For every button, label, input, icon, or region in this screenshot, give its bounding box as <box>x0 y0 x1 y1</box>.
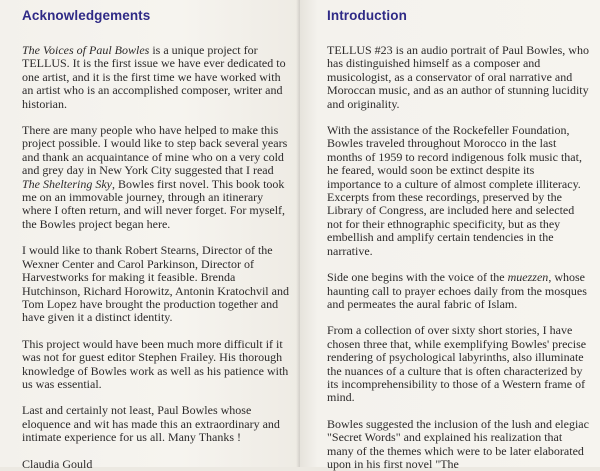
introduction-paragraph-2: With the assistance of the Rockefeller Foundation, Bowles traveled throughout Morocco in the last months of 1959 to record indigenous folk music that, he feared, would soon be extinct despite its importance to a culture of almost complete illiteracy. Excerpts from these recordings, preserved by the Library of Congress, are included here and selected not for their ethnographic specificity, but as they embellish and amplify certain tendencies in the narrative. <box>327 123 582 258</box>
acknowledgements-paragraph-4: This project would have been much more difficult if it was not for guest editor Stephen Frailey. His thorough knowledge of Bowles work as well as his patience with us was essential. <box>22 336 289 391</box>
paragraph-text: , whose haunting call to prayer echoes daily from the mosques and permeates the aural fabric of Islam. <box>327 270 587 311</box>
introduction-paragraph-1: TELLUS #23 is an audio portrait of Paul Bowles, who has distinguished himself as a composer and musicologist, as a conservator of oral narrative and Moroccan music, and as an author of stunning lucidity and originality. <box>327 43 589 111</box>
right-page-introduction <box>300 0 600 471</box>
paragraph-text: is a unique project for TELLUS. It is the first issue we have ever dedicated to one artist, and it is the first time we have worked with an artist who is an accomplished composer, writer and historian. <box>22 43 286 111</box>
book-title-sheltering-sky: The Sheltering Sky <box>22 176 112 191</box>
introduction-paragraph-5: Bowles suggested the inclusion of the lush and elegiac "Secret Words" and explained his realization that many of the themes which were to be later elaborated upon in his first novel "The <box>327 416 589 471</box>
acknowledgements-heading: Acknowledgements <box>22 8 151 23</box>
introduction-paragraph-4: From a collection of over sixty short stories, I have chosen three that, while exemplifying Bowles' precise rendering of psychological labyrinths, also illuminate the nuances of a culture that is often characterized by its incomprehensibility to those of a Western frame of mind. <box>327 323 587 405</box>
introduction-heading: Introduction <box>327 8 407 23</box>
term-muezzen: muezzen <box>507 270 549 285</box>
acknowledgements-paragraph-5: Last and certainly not least, Paul Bowles whose eloquence and wit has made this an extraordinary and intimate experience for us all. Many Thanks ! <box>22 403 280 445</box>
acknowledgements-paragraph-3: I would like to thank Robert Stearns, Director of the Wexner Center and Carol Parkinson, Director of Harvestworks for making it feasible. Brenda Hutchinson, Richard Horowitz, Antonin Kratochvil and Tom Lopez have brought the production together and have given it a distinct identity. <box>22 243 289 325</box>
signature: Claudia Gould <box>22 456 93 471</box>
introduction-paragraph-3 <box>327 271 590 311</box>
paragraph-text: , Bowles first novel. This book took me on an immovable journey, through an itinerary where I often return, and will never forget. For myself, the Bowles project began here. <box>22 176 286 231</box>
book-title-voices: The Voices of Paul Bowles <box>22 43 150 57</box>
acknowledgements-paragraph-1 <box>22 44 292 111</box>
paragraph-text: Side one begins with the voice of the <box>327 270 508 285</box>
acknowledgements-paragraph-2 <box>22 124 292 231</box>
paragraph-text: There are many people who have helped to make this project possible. I would like to step back several years and thank an acquaintance of mine who on a very cold and grey day in New York City suggested that I read <box>22 123 288 178</box>
